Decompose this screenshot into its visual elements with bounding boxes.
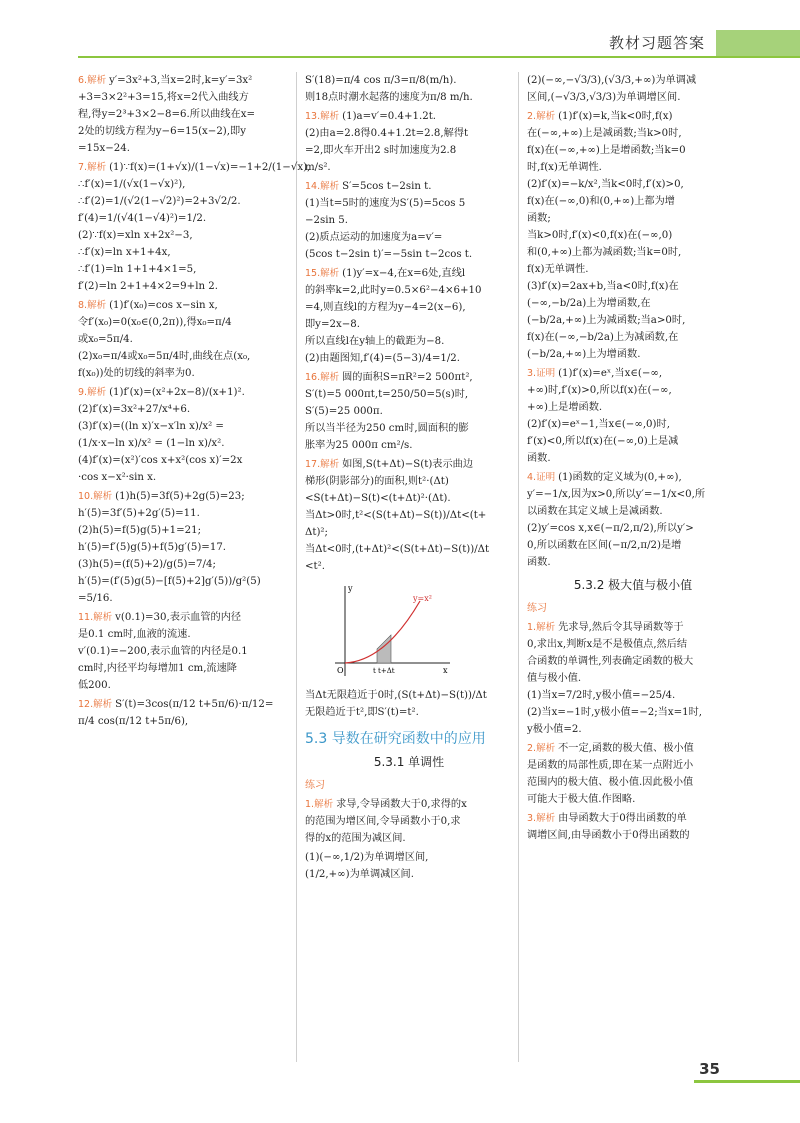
column-2: [305, 72, 513, 885]
answer-line: [78, 590, 310, 607]
answer-line: [78, 660, 310, 677]
answer-text: (1)f′(x₀)=cos x−sin x,: [109, 300, 218, 311]
header-title: 教材习题答案: [608, 34, 705, 52]
answer-line: [305, 507, 513, 524]
answer-line: [78, 384, 310, 401]
answer-line: [527, 670, 739, 687]
answer-line: [78, 643, 310, 660]
answer-text: (−b/2a,+∞)上为减函数;当a>0时,: [527, 315, 686, 326]
answer-text: (2)由a=2.8得0.4+1.2t=2.8,解得t: [305, 128, 469, 139]
answer-line: [78, 677, 310, 694]
answer-text: (−b/2a,+∞)上为增函数.: [527, 349, 641, 360]
answer-line: [305, 437, 513, 454]
answer-line: [78, 556, 310, 573]
origin-label: O: [337, 666, 344, 675]
answer-line: [305, 333, 513, 350]
answer-text: S′(18)=π/4 cos π/3=π/8(m/h).: [305, 75, 457, 86]
answer-text: (1)f′(x)=k,当k<0时,f(x): [558, 111, 673, 122]
answer-item: [305, 687, 513, 721]
answer-text: cm时,内径平均每增加1 cm,流速降: [78, 663, 237, 674]
curve-label: y=x²: [413, 594, 432, 603]
answer-line: [78, 227, 310, 244]
answer-line: [305, 813, 513, 830]
answer-line: [78, 297, 310, 314]
answer-text: h′(5)=(f′(5)g(5)−[f(5)+2]g′(5))/g²(5): [78, 576, 261, 587]
answer-line: [527, 295, 739, 312]
answer-line: [305, 849, 513, 866]
answer-text: 和(0,+∞)上都为减函数;当k=0时,: [527, 247, 682, 258]
parabola-figure: [325, 581, 455, 681]
answer-item: [78, 609, 310, 694]
shaded-region: [377, 635, 391, 663]
y-label: y: [348, 584, 353, 593]
answer-text: 是函数的局部性质,即在某一点附近小: [527, 760, 694, 771]
answer-text: (2)f′(x)=eˣ−1,当x∈(−∞,0)时,: [527, 419, 670, 430]
answer-item: [305, 796, 513, 847]
answer-line: [527, 278, 739, 295]
answer-line: [305, 89, 513, 106]
answer-text: (2)f′(x)=−k/x²,当k<0时,f′(x)>0,: [527, 179, 684, 190]
answer-line: [78, 469, 310, 486]
answer-text: (2)f′(x)=3x²+27/x⁴+6.: [78, 404, 191, 415]
answer-text: (1)f′(x)=eˣ,当x∈(−∞,: [558, 368, 663, 379]
answer-line: [78, 418, 310, 435]
answer-text: 是0.1 cm时,血液的流速.: [78, 629, 191, 640]
answer-line: [305, 195, 513, 212]
answer-text: 无限趋近于t²,即S′(t)=t².: [305, 707, 419, 718]
answer-text: f(x)在(−∞,+∞)上是增函数;当k=0: [527, 145, 686, 156]
answer-line: [305, 490, 513, 507]
answer-tag: 6.解析: [78, 75, 107, 86]
answer-text: 0,求出x,判断x是不是极值点,然后结: [527, 639, 688, 650]
answer-line: [527, 810, 739, 827]
answer-line: [305, 212, 513, 229]
answer-line: [305, 524, 513, 541]
answer-text: 胀率为25 000π cm²/s.: [305, 440, 413, 451]
answer-line: [305, 178, 513, 195]
answer-text: 或x₀=5π/4.: [78, 334, 133, 345]
answer-line: [78, 193, 310, 210]
answer-item: [527, 619, 739, 738]
answer-line: [527, 791, 739, 808]
answer-tag: 15.解析: [305, 268, 340, 279]
answer-line: [527, 89, 739, 106]
answer-text: S′(t)=3cos(π/12 t+5π/6)·π/12=: [115, 699, 274, 710]
answer-text: +3=3×2²+3=15,将x=2代入曲线方: [78, 92, 249, 103]
answer-text: f(x)在(−∞,0)和(0,+∞)上都为增: [527, 196, 675, 207]
answer-text: (1)∵f(x)=(1+√x)/(1−√x)=−1+2/(1−√x),: [109, 162, 310, 173]
answer-text: 可能大于极大值.作图略.: [527, 794, 636, 805]
answer-text: Δt)²;: [305, 527, 328, 538]
answer-item: [305, 849, 513, 883]
answer-tag: 12.解析: [78, 699, 113, 710]
answer-text: (1)函数的定义域为(0,+∞),: [558, 472, 682, 483]
answer-text: (1)a=v′=0.4+1.2t.: [342, 111, 437, 122]
answer-text: 0,所以函数在区间(−π/2,π/2)是增: [527, 540, 682, 551]
answer-text: (2)x₀=π/4或x₀=5π/4时,曲线在点(x₀,: [78, 351, 251, 362]
answer-text: =2,即火车开出2 s时加速度为2.8: [305, 145, 457, 156]
answer-tag: 2.解析: [527, 111, 556, 122]
answer-line: [527, 125, 739, 142]
page-header: [0, 0, 800, 60]
answer-text: 当k>0时,f′(x)<0,f(x)在(−∞,0): [527, 230, 673, 241]
answer-line: [305, 386, 513, 403]
answer-line: [305, 159, 513, 176]
answer-item: [305, 265, 513, 367]
answer-line: [78, 159, 310, 176]
answer-text: m/s².: [305, 162, 331, 173]
answer-tag: 17.解析: [305, 459, 340, 470]
answer-text: 当Δt无限趋近于0时,(S(t+Δt)−S(t))/Δt: [305, 690, 487, 701]
answer-text: 先求导,然后令其导函数等于: [558, 622, 684, 633]
answer-line: [305, 704, 513, 721]
answer-text: (2)当x=−1时,y极小值=−2;当x=1时,: [527, 707, 703, 718]
answer-text: y′=−1/x,因为x>0,所以y′=−1/x<0,所: [527, 489, 706, 500]
answer-line: [305, 369, 513, 386]
answer-text: 求导,令导函数大于0,求得的x: [336, 799, 467, 810]
answer-text: (1)y′=x−4,在x=6处,直线l: [342, 268, 466, 279]
answer-line: [305, 473, 513, 490]
answer-line: [527, 486, 739, 503]
answer-line: [78, 314, 310, 331]
answer-line: [527, 261, 739, 278]
subsection-title: 5.3.2 极大值与极小值: [573, 578, 693, 592]
answer-tag: 16.解析: [305, 372, 340, 383]
answer-line: [78, 522, 310, 539]
answer-line: [527, 827, 739, 844]
answer-text: (1/x·x−ln x)/x² = (1−ln x)/x².: [78, 438, 225, 449]
answer-item: [527, 469, 739, 571]
answer-line: [527, 721, 739, 738]
answer-tag: 4.证明: [527, 472, 556, 483]
answer-line: [527, 619, 739, 636]
answer-text: (2)y′=cos x,x∈(−π/2,π/2),所以y′>: [527, 523, 694, 534]
answer-line: [527, 72, 739, 89]
answer-text: <S(t+Δt)−S(t)<(t+Δt)²·(Δt).: [305, 493, 451, 504]
answer-tag: 3.解析: [527, 813, 556, 824]
answer-line: [305, 541, 513, 558]
answer-text: (2)∵f(x)=xln x+2x²−3,: [78, 230, 193, 241]
answer-line: [527, 365, 739, 382]
answer-text: 梯形(阴影部分)的面积,则t²·(Δt): [305, 476, 449, 487]
answer-text: 如图,S(t+Δt)−S(t)表示曲边: [342, 459, 474, 470]
section-title: 5.3 导数在研究函数中的应用: [305, 731, 486, 747]
answer-line: [305, 316, 513, 333]
answer-line: [527, 740, 739, 757]
answer-text: h′(5)=f′(5)g(5)+f(5)g′(5)=17.: [78, 542, 227, 553]
answer-line: [527, 382, 739, 399]
answer-tag: 3.证明: [527, 368, 556, 379]
header-rule: [78, 56, 800, 58]
answer-line: [527, 503, 739, 520]
answer-line: [78, 72, 310, 89]
column-3: [527, 72, 739, 846]
answer-line: [78, 435, 310, 452]
answer-line: [527, 554, 739, 571]
answer-line: [78, 696, 310, 713]
answer-text: 由导函数大于0得出函数的单: [558, 813, 687, 824]
answer-line: [78, 573, 310, 590]
answer-line: [527, 159, 739, 176]
answer-item: [305, 369, 513, 454]
answer-line: [305, 108, 513, 125]
answer-item: [527, 810, 739, 844]
answer-line: [527, 469, 739, 486]
answer-text: +∞)时,f′(x)>0,所以f(x)在(−∞,: [527, 385, 672, 396]
answer-line: [527, 142, 739, 159]
answer-text: 函数.: [527, 557, 551, 568]
answer-line: [78, 452, 310, 469]
answer-line: [527, 193, 739, 210]
answer-text: (1)h(5)=3f(5)+2g(5)=23;: [115, 491, 245, 502]
answer-text: 令f′(x₀)=0(x₀∈(0,2π)),得x₀=π/4: [78, 317, 232, 328]
answer-line: [527, 312, 739, 329]
answer-line: [305, 265, 513, 282]
answer-tag: 13.解析: [305, 111, 340, 122]
header-tab: [716, 30, 800, 56]
answer-text: (1)f′(x)=(x²+2x−8)/(x+1)².: [109, 387, 245, 398]
subsection-title: 5.3.1 单调性: [373, 755, 445, 769]
answer-item: [78, 159, 310, 295]
answer-item: [527, 72, 739, 106]
answer-line: [305, 420, 513, 437]
answer-line: [78, 539, 310, 556]
answer-text: (1)(−∞,1/2)为单调增区间,: [305, 852, 429, 863]
answer-tag: 2.解析: [527, 743, 556, 754]
column-1: [78, 72, 310, 732]
answer-item: [305, 108, 513, 176]
answer-text: f′(4)=1/(√4(1−√4)²)=1/2.: [78, 213, 207, 224]
answer-line: [305, 246, 513, 263]
answer-line: [78, 140, 310, 157]
answer-line: [527, 210, 739, 227]
answer-text: 调增区间,由导函数小于0得出函数的: [527, 830, 690, 841]
tick-labels: t t+Δt: [373, 667, 395, 675]
answer-text: 低200.: [78, 680, 111, 691]
answer-line: [527, 416, 739, 433]
answer-line: [527, 176, 739, 193]
answer-text: (4)f′(x)=(x²)′cos x+x²(cos x)′=2x: [78, 455, 243, 466]
answer-text: 区间,(−√3/3,√3/3)为单调增区间.: [527, 92, 681, 103]
answer-text: 程,得y=2³+3×2−8=6.所以曲线在x=: [78, 109, 255, 120]
answer-item: [527, 740, 739, 808]
answer-line: [78, 106, 310, 123]
answer-text: 当Δt<0时,(t+Δt)²<(S(t+Δt)−S(t))/Δt: [305, 544, 490, 555]
answer-line: [527, 433, 739, 450]
answer-line: [78, 609, 310, 626]
answer-text: (3)f′(x)=((ln x)′x−x′ln x)/x² =: [78, 421, 224, 432]
answer-text: 时,f(x)无单调性.: [527, 162, 602, 173]
answer-line: [527, 537, 739, 554]
exercise-label: 练习: [305, 780, 325, 791]
column-divider: [518, 72, 519, 1062]
answer-line: [78, 210, 310, 227]
answer-line: [527, 399, 739, 416]
answer-line: [305, 403, 513, 420]
answer-line: [78, 244, 310, 261]
answer-line: [527, 244, 739, 261]
answer-text: 的范围为增区间,令导函数小于0,求: [305, 816, 461, 827]
answer-text: 2处的切线方程为y−6=15(x−2),即y: [78, 126, 246, 137]
page-number: 35: [699, 1060, 720, 1078]
answer-text: ∴f′(x)=ln x+1+4x,: [78, 247, 171, 258]
answer-text: f(x₀))处的切线的斜率为0.: [78, 368, 195, 379]
answer-line: [305, 866, 513, 883]
answer-line: [305, 282, 513, 299]
answer-text: (2)h(5)=f(5)g(5)+1=21;: [78, 525, 202, 536]
answer-text: (3)f′(x)=2ax+b,当a<0时,f(x)在: [527, 281, 679, 292]
answer-tag: 1.解析: [527, 622, 556, 633]
answer-line: [78, 176, 310, 193]
answer-text: y′=3x²+3,当x=2时,k=y′=3x²: [109, 75, 253, 86]
answer-text: =4,则直线l的方程为y−4=2(x−6),: [305, 302, 466, 313]
answer-text: S′(5)=25 000π.: [305, 406, 383, 417]
answer-line: [527, 636, 739, 653]
answer-item: [527, 365, 739, 467]
answer-text: 以函数在其定义域上是减函数.: [527, 506, 663, 517]
answer-line: [78, 401, 310, 418]
answer-line: [305, 796, 513, 813]
answer-text: ·cos x−x²·sin x.: [78, 472, 157, 483]
answer-item: [305, 72, 513, 106]
answer-text: (1)当x=7/2时,y极小值=−25/4.: [527, 690, 676, 701]
answer-text: S′(t)=5 000πt,t=250/50=5(s)时,: [305, 389, 469, 400]
answer-text: v(0.1)=30,表示血管的内径: [115, 612, 242, 623]
answer-text: 的斜率k=2,此时y=0.5×6²−4×6+10: [305, 285, 482, 296]
answer-tag: 7.解析: [78, 162, 107, 173]
answer-tag: 14.解析: [305, 181, 340, 192]
x-label: x: [443, 666, 448, 675]
answer-text: +∞)上是增函数.: [527, 402, 603, 413]
answer-line: [527, 450, 739, 467]
answer-text: (2)(−∞,−√3/3),(√3/3,+∞)为单调减: [527, 75, 697, 86]
answer-text: 值与极小值.: [527, 673, 582, 684]
answer-line: [527, 520, 739, 537]
answer-text: f(x)在(−∞,−b/2a)上为减函数,在: [527, 332, 679, 343]
answer-text: −2sin 5.: [305, 215, 349, 226]
answer-line: [305, 558, 513, 575]
answer-line: [527, 329, 739, 346]
answer-text: 圆的面积S=πR²=2 500πt²,: [342, 372, 473, 383]
answer-line: [78, 89, 310, 106]
answer-text: (2)质点运动的加速度为a=v′=: [305, 232, 443, 243]
answer-line: [527, 108, 739, 125]
page-number-bar: [694, 1080, 800, 1083]
answer-text: v′(0.1)=−200,表示血管的内径是0.1: [78, 646, 248, 657]
answer-line: [78, 278, 310, 295]
answer-tag: 9.解析: [78, 387, 107, 398]
answer-text: f(x)无单调性.: [527, 264, 589, 275]
answer-item: [305, 178, 513, 263]
answer-item: [78, 297, 310, 382]
answer-tag: 8.解析: [78, 300, 107, 311]
answer-line: [78, 331, 310, 348]
answer-line: [305, 72, 513, 89]
answer-line: [78, 488, 310, 505]
answer-text: (2)由题图知,f′(4)=(5−3)/4=1/2.: [305, 353, 461, 364]
answer-item: [78, 384, 310, 486]
answer-line: [305, 456, 513, 473]
answer-text: (−∞,−b/2a)上为增函数,在: [527, 298, 651, 309]
answer-text: 当Δt>0时,t²<(S(t+Δt)−S(t))/Δt<(t+: [305, 510, 487, 521]
answer-item: [78, 72, 310, 157]
answer-text: 则18点时潮水起落的速度为π/8 m/h.: [305, 92, 473, 103]
answer-text: ∴f′(x)=1/(√x(1−√x)²),: [78, 179, 186, 190]
answer-text: 不一定,函数的极大值、极小值: [558, 743, 694, 754]
answer-line: [527, 774, 739, 791]
exercise-label: 练习: [527, 603, 547, 614]
answer-line: [305, 142, 513, 159]
answer-line: [305, 299, 513, 316]
answer-item: [527, 108, 739, 363]
answer-line: [527, 687, 739, 704]
answer-line: [78, 505, 310, 522]
answer-text: 范围内的极大值、极小值.因此极小值: [527, 777, 694, 788]
answer-text: =15x−24.: [78, 143, 130, 154]
answer-item: [78, 488, 310, 607]
answer-item: [78, 696, 310, 730]
answer-text: (3)h(5)=(f(5)+2)/g(5)=7/4;: [78, 559, 216, 570]
answer-text: ∴f′(2)=1/(√2(1−√2)²)=2+3√2/2.: [78, 196, 241, 207]
answer-line: [305, 125, 513, 142]
answer-text: h′(5)=3f′(5)+2g′(5)=11.: [78, 508, 200, 519]
answer-line: [305, 229, 513, 246]
answer-line: [78, 123, 310, 140]
answer-text: y极小值=2.: [527, 724, 582, 735]
answer-line: [527, 704, 739, 721]
answer-text: S′=5cos t−2sin t.: [342, 181, 432, 192]
answer-text: <t².: [305, 561, 325, 572]
answer-line: [78, 713, 310, 730]
answer-text: 函数.: [527, 453, 551, 464]
answer-text: 所以当半径为250 cm时,圆面积的膨: [305, 423, 469, 434]
answer-text: 得的x的范围为减区间.: [305, 833, 406, 844]
answer-text: f′(2)=ln 2+1+4×2=9+ln 2.: [78, 281, 218, 292]
answer-line: [78, 348, 310, 365]
answer-text: (1/2,+∞)为单调减区间.: [305, 869, 414, 880]
answer-text: =5/16.: [78, 593, 113, 604]
answer-text: 在(−∞,+∞)上是减函数;当k>0时,: [527, 128, 682, 139]
answer-text: 合函数的单调性,列表确定函数的极大: [527, 656, 694, 667]
answer-tag: 10.解析: [78, 491, 113, 502]
answer-tag: 1.解析: [305, 799, 334, 810]
answer-text: f′(x)<0,所以f(x)在(−∞,0)上是减: [527, 436, 679, 447]
answer-text: 所以直线l在y轴上的截距为−8.: [305, 336, 445, 347]
answer-line: [305, 830, 513, 847]
answer-line: [305, 687, 513, 704]
answer-line: [305, 350, 513, 367]
answer-line: [527, 227, 739, 244]
answer-text: ∴f′(1)=ln 1+1+4×1=5,: [78, 264, 197, 275]
answer-item: [305, 456, 513, 575]
answer-text: (5cos t−2sin t)′=−5sin t−2cos t.: [305, 249, 473, 260]
answer-text: (1)当t=5时的速度为S′(5)=5cos 5: [305, 198, 466, 209]
answer-text: 函数;: [527, 213, 551, 224]
answer-text: 即y=2x−8.: [305, 319, 360, 330]
answer-line: [78, 365, 310, 382]
answer-text: π/4 cos(π/12 t+5π/6),: [78, 716, 189, 727]
answer-tag: 11.解析: [78, 612, 113, 623]
answer-line: [78, 261, 310, 278]
answer-line: [527, 757, 739, 774]
answer-line: [78, 626, 310, 643]
answer-line: [527, 346, 739, 363]
answer-line: [527, 653, 739, 670]
